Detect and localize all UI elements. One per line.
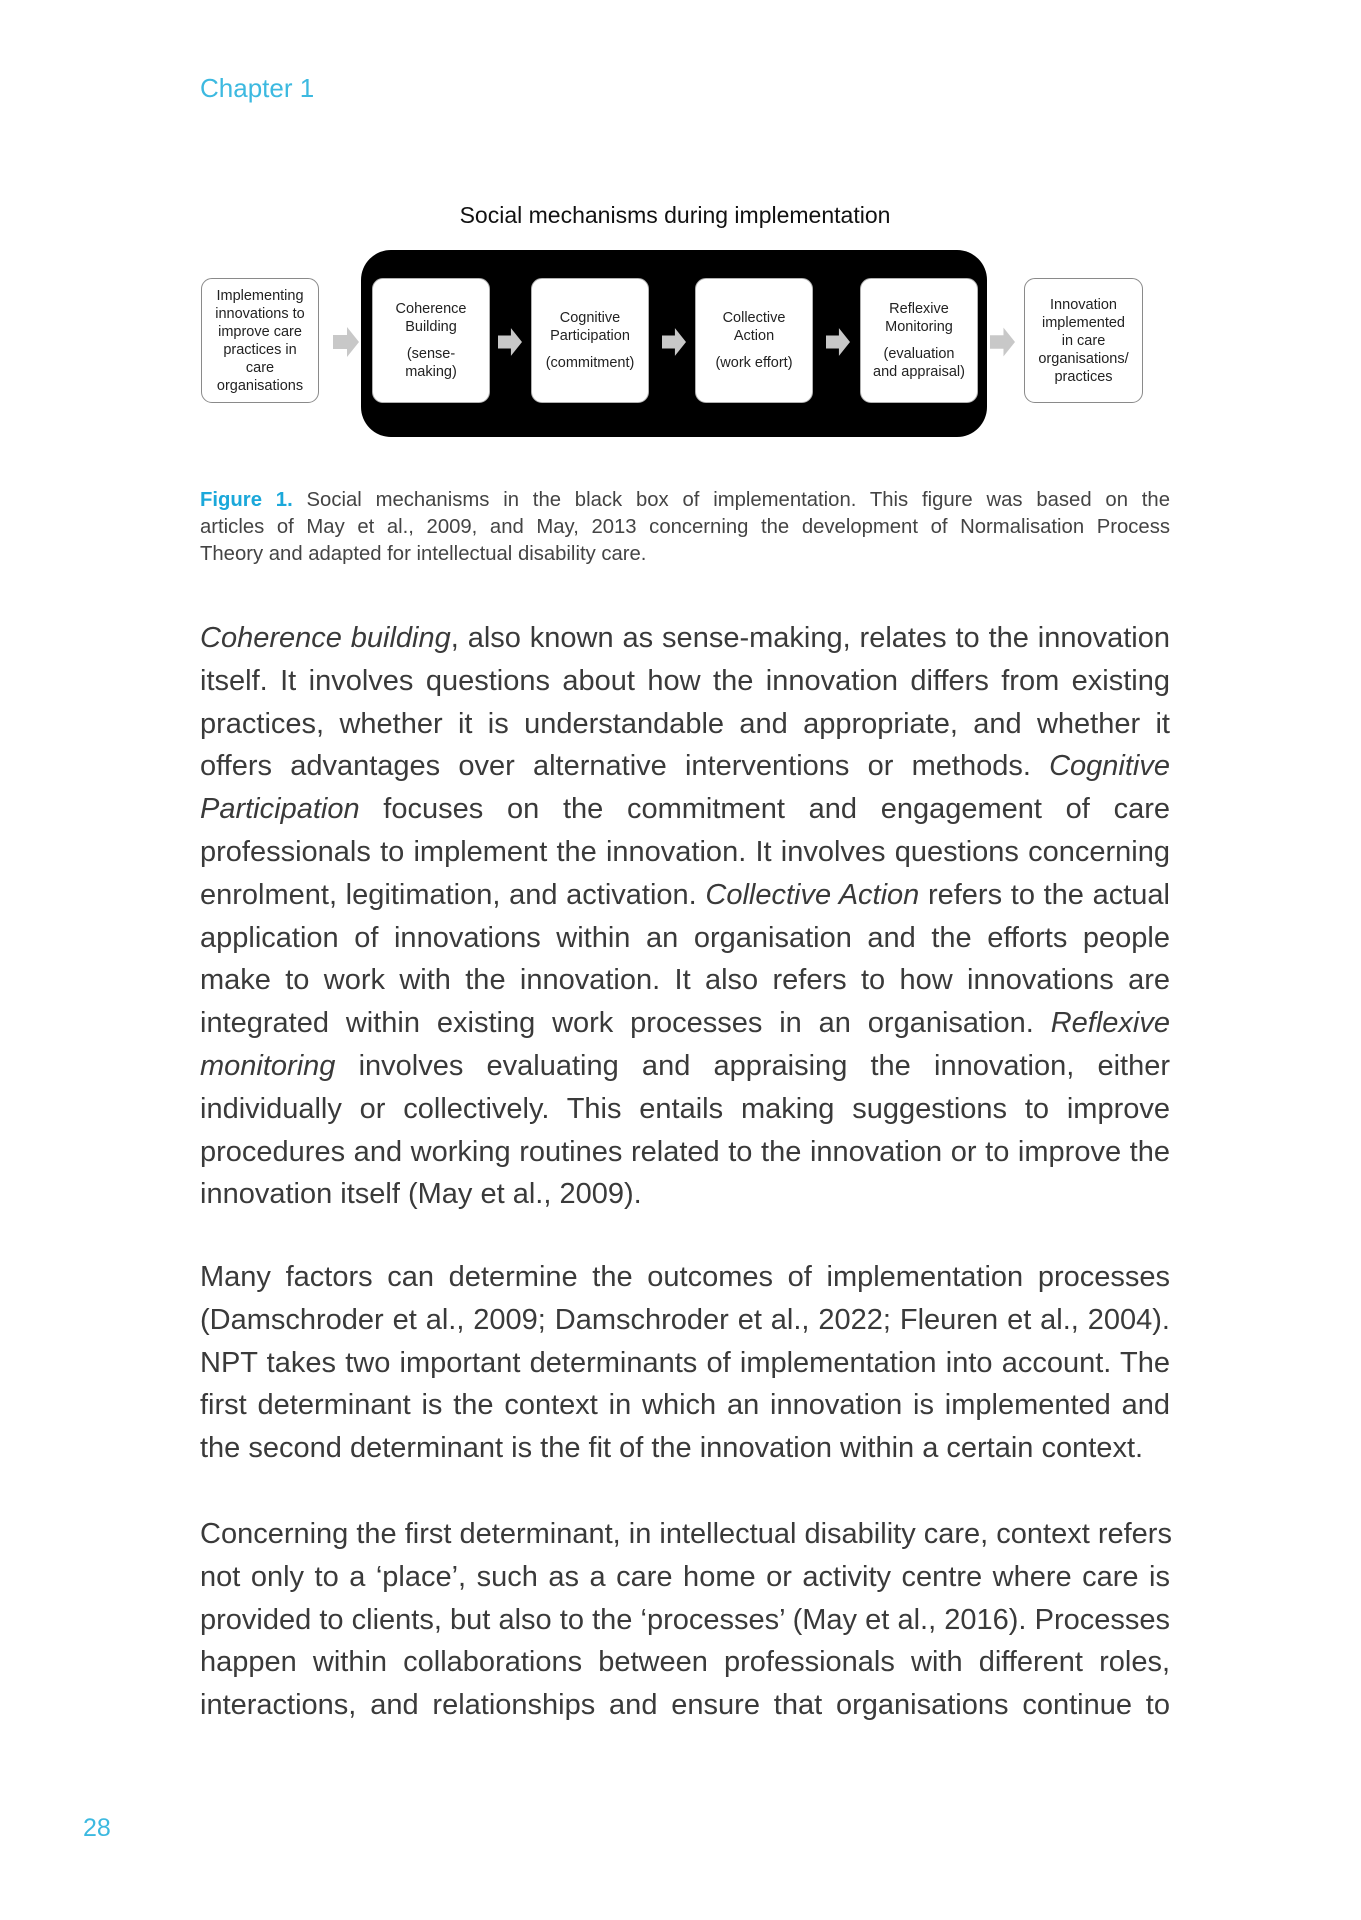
text-line: NPT takes two important determinants of implementation into account. The	[200, 1346, 1170, 1379]
paragraph	[200, 1256, 1170, 1470]
caption-line	[200, 487, 1170, 514]
text-line: Concerning the first determinant, in intellectual disability care, context refers	[200, 1518, 1172, 1550]
text-line: enrolment, legitimation, and activation. Collective Action refers to the actual	[200, 878, 1170, 911]
stage-name: Reflexive	[889, 301, 949, 317]
text-line: professionals to implement the innovation. It involves questions concerning	[200, 835, 1170, 868]
emphasis: Participation	[200, 793, 360, 826]
text-line: not only to a ‘place’, such as a care home or activity centre where care is	[200, 1560, 1170, 1593]
stage-subtitle: making)	[405, 364, 457, 380]
text-line: interactions, and relationships and ensure that organisations continue to	[200, 1689, 1170, 1722]
text-line: procedures and working routines related to the innovation or to improve the	[200, 1135, 1170, 1168]
text-line: first determinant is the context in which an innovation is implemented and	[200, 1389, 1170, 1422]
text-line: practices, whether it is understandable and appropriate, and whether it	[200, 707, 1170, 740]
stage-name: Action	[733, 328, 775, 344]
output-box-line: implemented	[1041, 314, 1125, 331]
input-box-line: innovations to	[215, 305, 305, 322]
caption-line: articles of May et al., 2009, and May, 2013 concerning the development of Normalisation Process	[200, 516, 1170, 538]
emphasis: Coherence building	[200, 622, 451, 654]
page-number: 28	[83, 1814, 111, 1842]
stage-name: Coherence	[395, 301, 467, 317]
figure-caption	[200, 487, 1170, 568]
text-line: individually or collectively. This entails making suggestions to improve	[200, 1092, 1170, 1125]
emphasis: Reflexive	[1050, 1007, 1170, 1040]
input-box-line: practices in	[223, 341, 297, 358]
input-box-line: care	[245, 359, 275, 376]
stage-name: Cognitive	[559, 310, 621, 326]
text-line: offers advantages over alternative interventions or methods. Cognitive	[200, 750, 1170, 783]
arrow-right-icon	[826, 327, 850, 357]
output-box-line: Innovation	[1050, 296, 1117, 313]
figure-title: Social mechanisms during implementation	[459, 202, 891, 228]
output-box-line: in care	[1061, 332, 1106, 349]
arrow-right-icon	[662, 327, 686, 357]
input-box-line: improve care	[218, 323, 302, 340]
input-box	[201, 278, 319, 403]
stage-subtitle: (commitment)	[545, 355, 635, 371]
text-line: provided to clients, but also to the ‘processes’ (May et al., 2016). Processes	[200, 1603, 1170, 1636]
caption-text: Social mechanisms in the black box of implementation. This figure was based on the	[292, 489, 1170, 511]
text-line: innovation itself (May et al., 2009).	[200, 1178, 642, 1211]
stage-subtitle: (evaluation	[883, 346, 955, 362]
emphasis: Cognitive	[1049, 750, 1170, 783]
caption-line: Theory and adapted for intellectual disability care.	[200, 543, 647, 565]
arrow-right-icon	[498, 327, 522, 357]
stage-name: Collective	[722, 310, 786, 326]
output-box	[1024, 278, 1143, 403]
stage-name: Participation	[550, 328, 630, 344]
arrow-right-icon	[333, 327, 359, 357]
output-box-line: organisations/	[1038, 350, 1129, 367]
text-line: Participation focuses on the commitment and engagement of care	[200, 793, 1170, 826]
emphasis: Collective Action	[705, 878, 920, 911]
stage-name: Building	[405, 319, 457, 335]
text-line: integrated within existing work processes in an organisation. Reflexive	[200, 1007, 1170, 1040]
text-line: (Damschroder et al., 2009; Damschroder et al., 2022; Fleuren et al., 2004).	[200, 1303, 1170, 1336]
text-line: application of innovations within an organisation and the efforts people	[200, 921, 1170, 954]
paragraph	[200, 1513, 1170, 1727]
figure-label: Figure 1.	[200, 489, 293, 511]
emphasis: monitoring	[200, 1049, 336, 1082]
arrow-right-icon	[990, 327, 1015, 357]
text-line: happen within collaborations between professionals with different roles,	[200, 1646, 1170, 1679]
text-line: itself. It involves questions about how the innovation differs from existing	[200, 664, 1170, 697]
chapter-heading: Chapter 1	[200, 73, 315, 103]
output-box-line: practices	[1054, 368, 1113, 385]
text-line: monitoring involves evaluating and appraising the innovation, either	[200, 1049, 1170, 1082]
stage-collective-action	[695, 278, 813, 403]
stage-subtitle: (work effort)	[715, 355, 793, 371]
text-line: make to work with the innovation. It also refers to how innovations are	[200, 964, 1170, 997]
paragraph	[200, 617, 1170, 1216]
stage-subtitle: and appraisal)	[873, 364, 965, 380]
input-box-line: Implementing	[216, 287, 304, 304]
stage-coherence-building	[372, 278, 490, 403]
stage-reflexive-monitoring	[860, 278, 978, 403]
input-box-line: organisations	[216, 377, 304, 394]
text-line: the second determinant is the fit of the innovation within a certain context.	[200, 1432, 1144, 1465]
text-line: Many factors can determine the outcomes of implementation processes	[200, 1261, 1170, 1293]
stage-subtitle: (sense-	[406, 346, 456, 362]
text-line: Coherence building, also known as sense-making, relates to the innovation	[200, 622, 1170, 654]
stage-cognitive-participation	[531, 278, 649, 403]
stage-name: Monitoring	[885, 319, 953, 335]
